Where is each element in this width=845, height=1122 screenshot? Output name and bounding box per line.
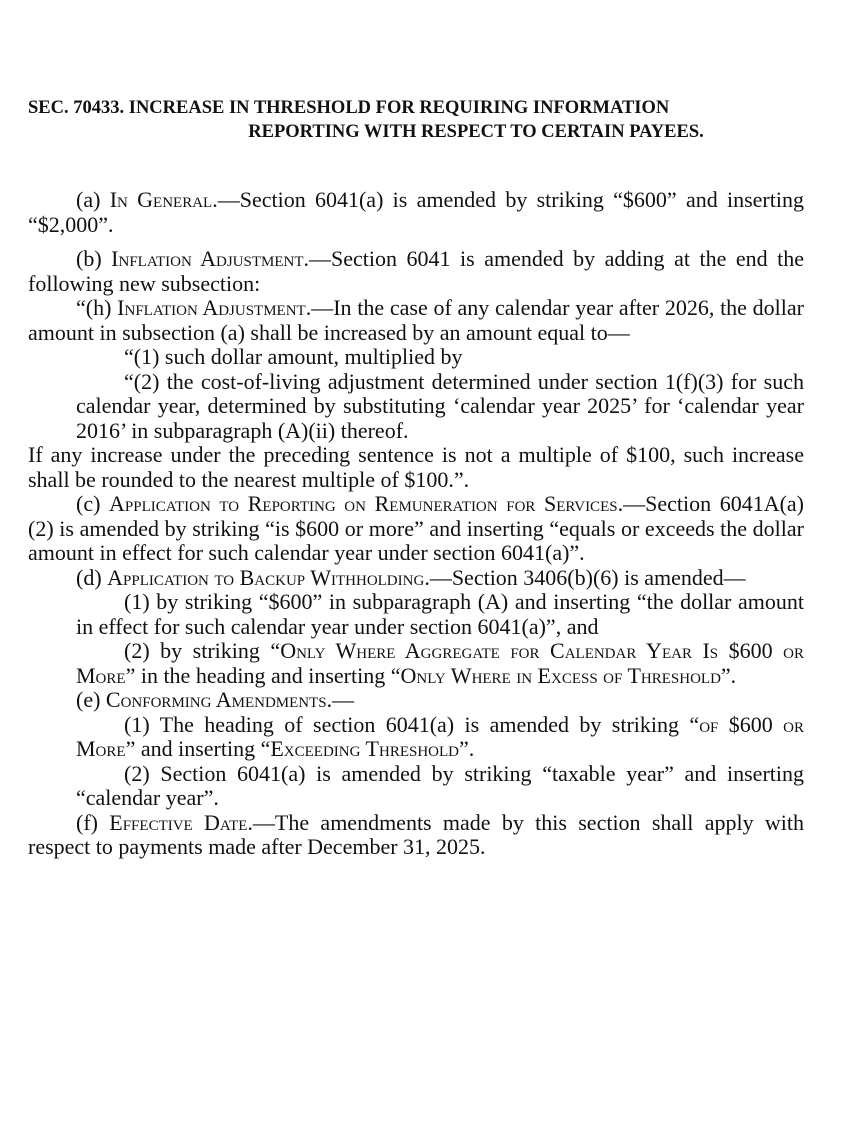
paragraph-a <box>28 188 804 237</box>
subsection-h-item-2: “(2) the cost-of-living adjustment determined under section 1(f)(3) for such calendar year, determined by substituting ‘calendar year 2025’ for ‘calendar year 2016’ in subparagraph (A)(ii) thereof. <box>76 368 804 443</box>
paragraph-d <box>28 566 804 591</box>
section-heading-line-1: SEC. 70433. INCREASE IN THRESHOLD FOR REQUIRING INFORMATION <box>28 98 670 118</box>
paragraph-c-caption: Application to Reporting on Remuneration for Services <box>109 491 618 516</box>
paragraph-f-caption: Effective Date <box>109 809 248 835</box>
paragraph-d-item-2-text-b: ” in the heading and inserting “ <box>125 662 401 688</box>
paragraph-f-text: .—The amendments made by this section shall apply with respect to payments made after December 31, 2025. <box>28 809 805 859</box>
paragraph-e-item-1-text-c: ”. <box>459 736 475 761</box>
paragraph-d-item-2-text-c: ”. <box>720 662 737 688</box>
paragraph-e-item-1 <box>28 713 804 762</box>
paragraph-d-item-2-caps-2: Only Where in Excess of Threshold <box>400 662 721 688</box>
paragraph-e-item-1-text-a: (1) The heading of section 6041(a) is amended by striking “ <box>124 711 700 737</box>
paragraph-d-label: (d) <box>76 564 108 590</box>
paragraph-e-item-1-text-b: ” and inserting “ <box>125 736 271 761</box>
paragraph-b <box>28 247 804 296</box>
subsection-h-label: “(h) <box>76 295 118 320</box>
paragraph-c-label: (c) <box>76 491 110 516</box>
paragraph-d-item-1: (1) by striking “$600” in subparagraph (A) and inserting “the dollar amount in effect for such calendar year under section 6041(a)”, and <box>76 589 804 639</box>
paragraph-d-item-2 <box>28 639 804 688</box>
paragraph-e-item-1-caps-1: of $600 or More <box>76 711 804 761</box>
paragraph-e-text: .— <box>326 687 355 712</box>
subsection-h-item-1: “(1) such dollar amount, multiplied by <box>124 344 463 369</box>
subsection-h <box>28 296 804 345</box>
paragraph-b-caption: Inflation Adjustment <box>111 246 304 271</box>
paragraph-e-item-2: (2) Section 6041(a) is amended by striking “taxable year” and inserting “calendar year”. <box>76 760 804 810</box>
paragraph-c-text: .—Section 6041A(a)(2) is amended by striking “is $600 or more” and inserting “equals or exceeds the dollar amount in effect for such calendar year under section 6041(a)”. <box>28 491 804 565</box>
section-heading-line-2: REPORTING WITH RESPECT TO CERTAIN PAYEES. <box>248 122 704 142</box>
section-heading <box>28 96 804 144</box>
paragraph-d-item-2-caps-1: Only Where Aggregate for Calendar Year Is $600 or More <box>76 638 804 688</box>
subsection-h-text: .—In the case of any calendar year after 2026, the dollar amount in subsection (a) shall be increased by an amount equal to— <box>28 295 804 345</box>
paragraph-a-text: .—Section 6041(a) is amended by striking “$600” and inserting “$2,000”. <box>28 187 804 237</box>
paragraph-d-item-2-text-a: (2) by striking “ <box>124 638 281 663</box>
paragraph-f-label: (f) <box>76 809 110 835</box>
subsection-h-caption: Inflation Adjustment <box>117 295 306 320</box>
paragraph-b-text: .—Section 6041 is amended by adding at the end the following new subsection: <box>28 246 805 296</box>
paragraph-d-text: .—Section 3406(b)(6) is amended— <box>424 564 746 590</box>
document-page <box>28 96 804 860</box>
paragraph-e <box>28 688 804 713</box>
paragraph-e-label: (e) <box>76 687 106 712</box>
paragraph-a-caption: In General <box>109 187 213 212</box>
paragraph-b-label: (b) <box>76 246 112 271</box>
paragraph-c <box>28 492 804 566</box>
paragraph-e-caption: Conforming Amendments <box>105 687 327 712</box>
subsection-h-tail: If any increase under the preceding sentence is not a multiple of $100, such increase shall be rounded to the nearest multiple of $100.”. <box>28 442 804 492</box>
paragraph-a-label: (a) <box>76 187 110 212</box>
paragraph-e-item-1-caps-2: Exceeding Threshold <box>270 736 459 761</box>
paragraph-f <box>28 811 804 860</box>
paragraph-d-caption: Application to Backup Withholding <box>107 564 425 590</box>
